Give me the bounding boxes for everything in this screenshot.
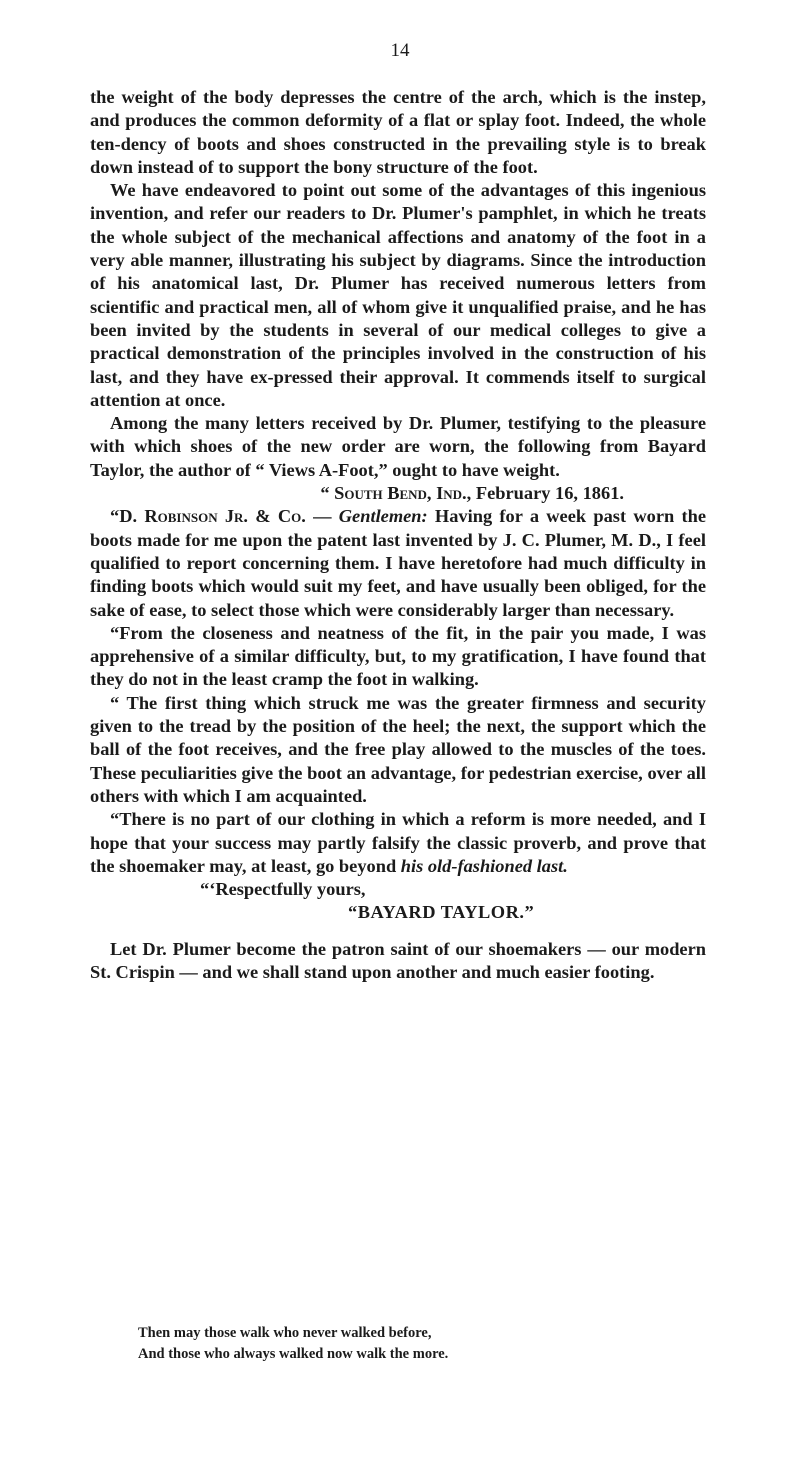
letter-paragraph-2: “From the closeness and neatness of the fit, in the pair you made, I was apprehensive of a similar difficulty, but, to my gratification, I have found that they do not in the least cramp the foot in walking.: [90, 622, 706, 690]
letter-greeting: Gentlemen:: [338, 506, 428, 527]
letter-date: February 16, 1861.: [471, 483, 624, 504]
verse-line-2: And those who always walked now walk the more.: [138, 1346, 449, 1362]
letter-closing: “‘Respectfully yours,: [200, 879, 366, 900]
page-number: 14: [390, 40, 410, 61]
letter-paragraph-4-italic: his old-fashioned last.: [400, 855, 568, 876]
verse-quotation: [138, 1323, 448, 1365]
letter-paragraph-4: [90, 808, 706, 878]
letter-paragraph-1-text: Having for a week past worn the boots made for me upon the patent last invented by J. C. Plumer, M. D., I feel qualified to report concerning them. I have heretofore had much difficulty in finding boots which would suit my feet, and have usually been obliged, for the sake of ease, to select those which were considerably larger than necessary.: [90, 506, 706, 620]
letter-signature: “BAYARD TAYLOR.”: [348, 902, 535, 923]
letter-place: “ South Bend, Ind.,: [320, 483, 472, 504]
letter-paragraph-1: [90, 505, 706, 621]
paragraph-arch: the weight of the body depresses the centre of the arch, which is the instep, and produces the common deformity of a flat or splay foot. Indeed, the whole ten-dency of boots and shoes constructed in the prevailing style is to break down instead of to support the bony structure of the foot.: [90, 87, 706, 177]
verse-line-1: Then may those walk who never walked before,: [138, 1325, 432, 1341]
letter-paragraph-4-text: “There is no part of our clothing in which a reform is more needed, and I hope that your success may partly falsify the classic proverb, and prove that the shoemaker may, at least, go beyond: [90, 809, 706, 876]
body-text: [90, 86, 706, 984]
paragraph-letters: Among the many letters received by Dr. Plumer, testifying to the pleasure with which shoes of the new order are worn, the following from Bayard Taylor, the author of “ Views A-Foot,” ought to have weight.: [90, 413, 706, 480]
paragraph-invention: We have endeavored to point out some of the advantages of this ingenious invention, and refer our readers to Dr. Plumer's pamphlet, in which he treats the whole subject of the mechanical affections and anatomy of the foot in a very able manner, illustrating his subject by diagrams. Since the introduction of his anatomical last, Dr. Plumer has received numerous letters from scientific and practical men, all of whom give it unqualified praise, and he has been invited by the students in several of our medical colleges to give a practical demonstration of the principles involved in the construction of his last, and they have ex-pressed their approval. It commends itself to surgical attention at once.: [90, 180, 706, 410]
paragraph-conclusion: Let Dr. Plumer become the patron saint of our shoemakers — our modern St. Crispin — and we shall stand upon another and much easier footing.: [90, 938, 706, 982]
letter-paragraph-3: “ The first thing which struck me was the greater firmness and security given to the tread by the position of the heel; the next, the support which the ball of the foot receives, and the free play allowed to the muscles of the toes. These peculiarities give the boot an advantage, for pedestrian exercise, over all others with which I am acquainted.: [90, 692, 706, 806]
letter-addressee: “D. Robinson Jr. & Co. —: [110, 506, 339, 527]
letter-heading: [90, 482, 706, 505]
